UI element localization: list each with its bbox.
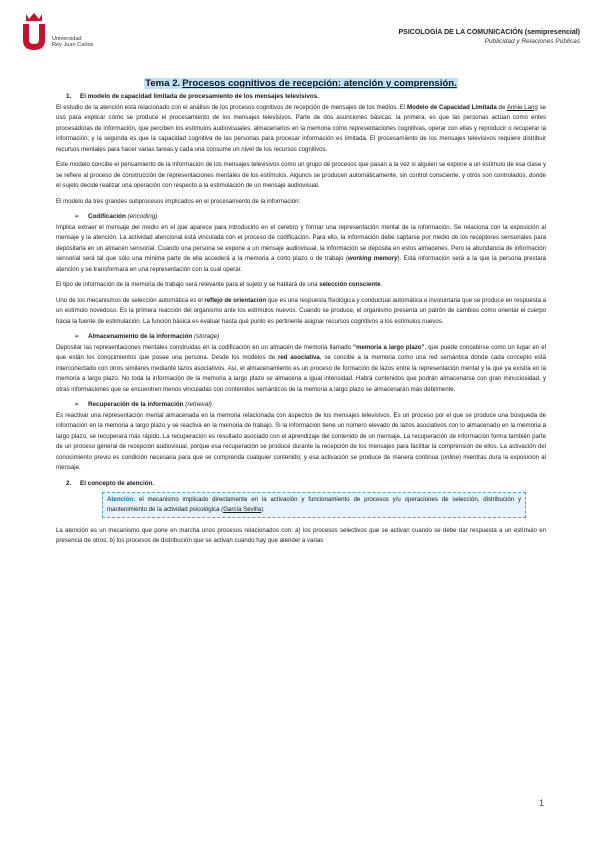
- paragraph: Este modelo concibe el pensamiento de la información de los mensajes televisivos como un grupo de procesos que pasan a la vez si alguien se expone a un estímulo de esa clase y se refiere al proceso de construcción de representaciones mentales de los estímulos. Algunos se producen automáticamente, sin control consciente; y otros son controlados, donde el sujeto decide realizar una operación con respecto a la estimulación de un mensaje audiovisual.: [56, 161, 546, 189]
- document-body: [56, 78, 546, 547]
- term: selección consciente: [319, 281, 381, 288]
- subsection-recuperacion-heading: [56, 400, 546, 411]
- arrow-bullet-icon: ➢: [74, 333, 80, 340]
- paragraph: La atención es un mecanismo que pone en marcha unos procesos relacionados con: a) los procesos selectivos que se activan cuando se debe dar respuesta a un estímulo en presencia de otros; b) los procesos de distribución que se activan cuando hay que atender a varias: [56, 526, 546, 545]
- author-link[interactable]: Annie Lang: [506, 103, 538, 111]
- text: , que puede concebirse como un lugar en el que están los conocimientos que posee una persona. Desde los modelos de: [56, 343, 546, 361]
- subsection-term: (storage): [194, 333, 220, 340]
- text: el mecanismo implicado directamente en la activación y funcionamiento de procesos y/u operaciones de selección, distribución y mantenimiento de la actividad psicológica (: [107, 496, 521, 513]
- text: ). Está información será a la que la persona prestará atención y se transformará en una representación con la cual operar.: [56, 255, 547, 273]
- section-1-title: El modelo de capacidad limitada de procesamiento de los mensajes televisivos.: [80, 93, 320, 100]
- crown-u-logo-icon: [20, 12, 48, 52]
- definition-text: [107, 495, 521, 515]
- section-1-heading: [56, 92, 546, 103]
- paragraph: [56, 280, 546, 291]
- text: El tipo de información de la memoria de trabajo será relevante para el sujeto y se hablará de una: [56, 281, 320, 288]
- arrow-bullet-icon: ➢: [74, 213, 80, 220]
- subsection-title: Codificación: [88, 213, 126, 220]
- text: de: [496, 103, 507, 111]
- title-main: Procesos cognitivos de recepción: atención y comprensión.: [182, 78, 457, 89]
- subsection-title: Recuperación de la información: [88, 401, 184, 408]
- page-number: 1: [538, 798, 544, 808]
- paragraph: [56, 223, 546, 276]
- text: Depositar las representaciones mentales construidas en la codificación en un almacén de memoria llamado: [56, 343, 354, 351]
- text: .: [380, 281, 383, 288]
- paragraph: [56, 296, 546, 328]
- logo-line-1: Universidad: [52, 36, 82, 42]
- section-1-number: 1.: [66, 93, 72, 100]
- degree-name: Publicidad y Relaciones Públicas: [484, 38, 580, 45]
- arrow-bullet-icon: ➢: [74, 401, 80, 408]
- subsection-term: (encoding): [127, 213, 158, 220]
- text: El estudio de la atención está relacionado con el análisis de los procesos cognitivos de recepción de mensajes de los medios. El: [56, 103, 408, 111]
- university-logo: [20, 12, 140, 56]
- subsection-codificacion-heading: [56, 212, 546, 223]
- text: Implica extraer el mensaje del medio en el que aparece para introducirlo en el cerebro y formar una representación mental de la información. Se relaciona con la exposición al mensaje y la atención. La actividad atencional está vinculada con el proceso de codificación. Para ello, la información debe captarse por medio de los receptores sensoriales para depositarla en un almacén sensorial. Cuando una persona se expone a un mensaje audiovisual, la información se deposita en estos almacenes. Pero la abundancia de información sensorial será tal que sólo una mínima parte de ella accederá a la memoria a corto plazo o de trabajo (: [56, 223, 546, 262]
- term: “memoria a largo plazo”: [353, 343, 425, 351]
- page-title: [56, 78, 546, 90]
- subsection-almacenamiento-heading: [56, 332, 546, 343]
- paragraph: [56, 343, 546, 396]
- text: Es reactivar una representación mental almacenada en la memoria relacionada con aspectos de los mensajes televisivos. Es un proceso por el que se produce una búsqueda de información en la memoria a largo plazo y se reactiva en la memoria de trabajo. Si la información tiene un número elevado de lazos asociativos con lo almacenado en la memoria a largo plazo, se recuperará más rápido. La recuperación es resultado asociado con el aprendizaje del contenido de un mensaje. La recuperación de información forma también parte de un proceso general de recepción audiovisual, porque esa recuperación se produce durante la recepción de los mensajes para facilitar la comprensión de ellos. La activación del conocimiento previo es condición necesaria para que se comprenda cualquier contenido; y esa activación se produce de manera continua (: [56, 411, 546, 461]
- text: se usó para explicar cómo se produce el procesamiento de los mensajes televisivos. Parte de dos asunciones básicas: la primera, es que las personas actúan como entes procesadoras de información, que perciben los estímulos audiovisuales, almacenarlos en la memoria como representaciones cognitivas, operar con ellas y reproducir o recuperar la información; y la segunda es que la capacidad cognitiva de las personas para procesar información es limitada. El procesamiento de los mensajes televisivos requiere distribuir recursos mentales para hacer varias tareas y cada una consume un nivel de los recursos cognitivos.: [56, 103, 547, 153]
- header-course-info: [398, 28, 580, 46]
- term: reflejo de orientación: [204, 296, 267, 304]
- text: que es una respuesta fisiológica y conductual automática e involuntaria que se produce en respuesta a un estímulo novedoso. Es la primera reacción del organismo ante los estímulos nuevos. Cuando se produce, el organismo presenta un patrón de cambios como orientar el cuerpo hacia la fuente de estimulación. La función básica es evaluar hasta qué punto es pertinente asignar recursos cognitivos a los estímulos nuevos.: [56, 296, 546, 325]
- title-prefix: Tema 2.: [145, 78, 181, 89]
- reference-link[interactable]: García Sevilla: [223, 505, 262, 513]
- logo-text: [52, 36, 93, 49]
- section-2-number: 2.: [66, 479, 72, 487]
- paragraph: [56, 411, 546, 474]
- text: Uno de los mecanismos de selección automática es el: [56, 296, 205, 304]
- term: red asociativa: [277, 354, 320, 361]
- definition-label: Atención:: [107, 496, 136, 503]
- term: online: [442, 453, 459, 461]
- paragraph: El modelo da tres grandes subprocesos implicados en el procesamiento de la información:: [56, 197, 301, 205]
- section-2-title: El concepto de atención.: [80, 479, 155, 487]
- term: working memory: [348, 255, 398, 262]
- course-name: PSICOLOGÍA DE LA COMUNICACIÓN (semipresencial): [398, 29, 580, 36]
- model-name: Modelo de Capacidad Limitada: [407, 103, 497, 111]
- text: ) mientras dura la exposición al mensaje.: [56, 453, 546, 471]
- text: ).: [261, 505, 265, 513]
- section-2-heading: [56, 479, 546, 490]
- paragraph: [56, 103, 546, 156]
- text: , se concibe a la memoria como una red semántica donde cada concepto está interconectado con otros similares mediante lazos asociativos. Así, el almacenamiento es un proceso de formación de lazos entre la representación mental y la que ya existía en la memoria a largo plazo. No toda la información de la memoria a largo plazo se almacena a igual intensidad. Habrá contenidos que podrán almacenarse con gran minuciosidad, y otras informaciones que se encuentren menos vinculadas con contenidos semánticos de la memoria a largo plazo se almacenarán más débilmente.: [56, 354, 546, 393]
- definition-box: [102, 492, 526, 518]
- logo-line-2: Rey Juan Carlos: [52, 42, 94, 49]
- subsection-term: (retrieval): [185, 401, 212, 408]
- subsection-title: Almacenamiento de la información: [88, 333, 193, 340]
